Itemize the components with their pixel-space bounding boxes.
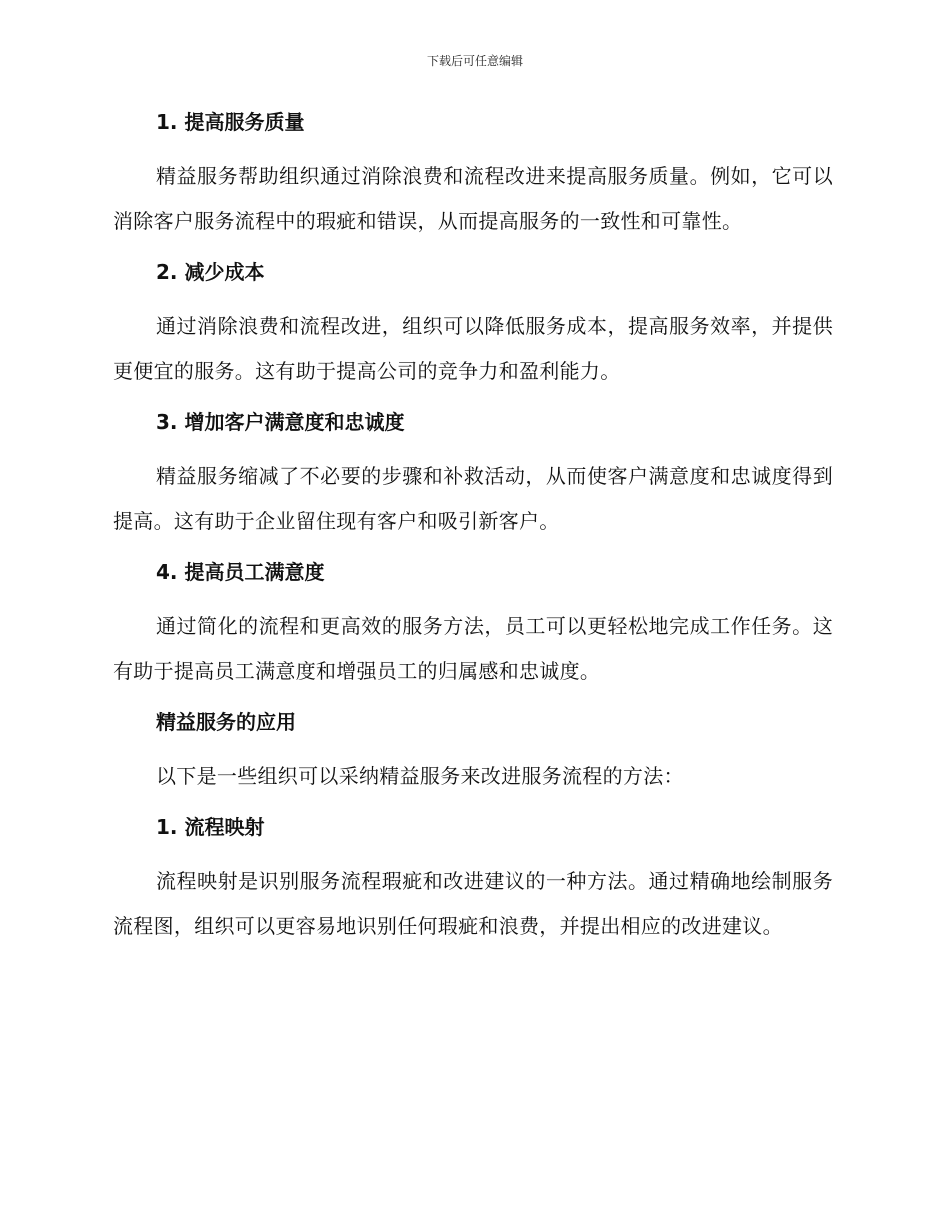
section-heading-process-mapping: 1. 流程映射 [156,815,265,839]
section-heading-lean-applications: 精益服务的应用 [156,710,296,734]
section-paragraph-customer-satisfaction: 精益服务缩减了不必要的步骤和补救活动，从而使客户满意度和忠诚度得到提高。这有助于企业留住现有客户和吸引新客户。 [113,464,833,533]
section-heading-reduce-cost: 2. 减少成本 [156,260,265,284]
section-heading-employee-satisfaction: 4. 提高员工满意度 [156,560,325,584]
section-paragraph-lean-applications: 以下是一些组织可以采纳精益服务来改进服务流程的方法： [156,764,684,788]
section-paragraph-reduce-cost: 通过消除浪费和流程改进，组织可以降低服务成本，提高服务效率，并提供更便宜的服务。这有助于提高公司的竞争力和盈利能力。 [113,314,833,383]
section-heading-improve-quality: 1. 提高服务质量 [156,110,305,134]
page-header: 下载后可任意编辑 [426,54,523,68]
document-body [113,108,833,949]
section-heading-customer-satisfaction: 3. 增加客户满意度和忠诚度 [156,410,405,434]
section-paragraph-improve-quality: 精益服务帮助组织通过消除浪费和流程改进来提高服务质量。例如，它可以消除客户服务流程中的瑕疵和错误，从而提高服务的一致性和可靠性。 [113,164,833,233]
section-paragraph-process-mapping: 流程映射是识别服务流程瑕疵和改进建议的一种方法。通过精确地绘制服务流程图，组织可以更容易地识别任何瑕疵和浪费，并提出相应的改进建议。 [113,869,833,938]
section-paragraph-employee-satisfaction: 通过简化的流程和更高效的服务方法，员工可以更轻松地完成工作任务。这有助于提高员工满意度和增强员工的归属感和忠诚度。 [113,614,833,683]
